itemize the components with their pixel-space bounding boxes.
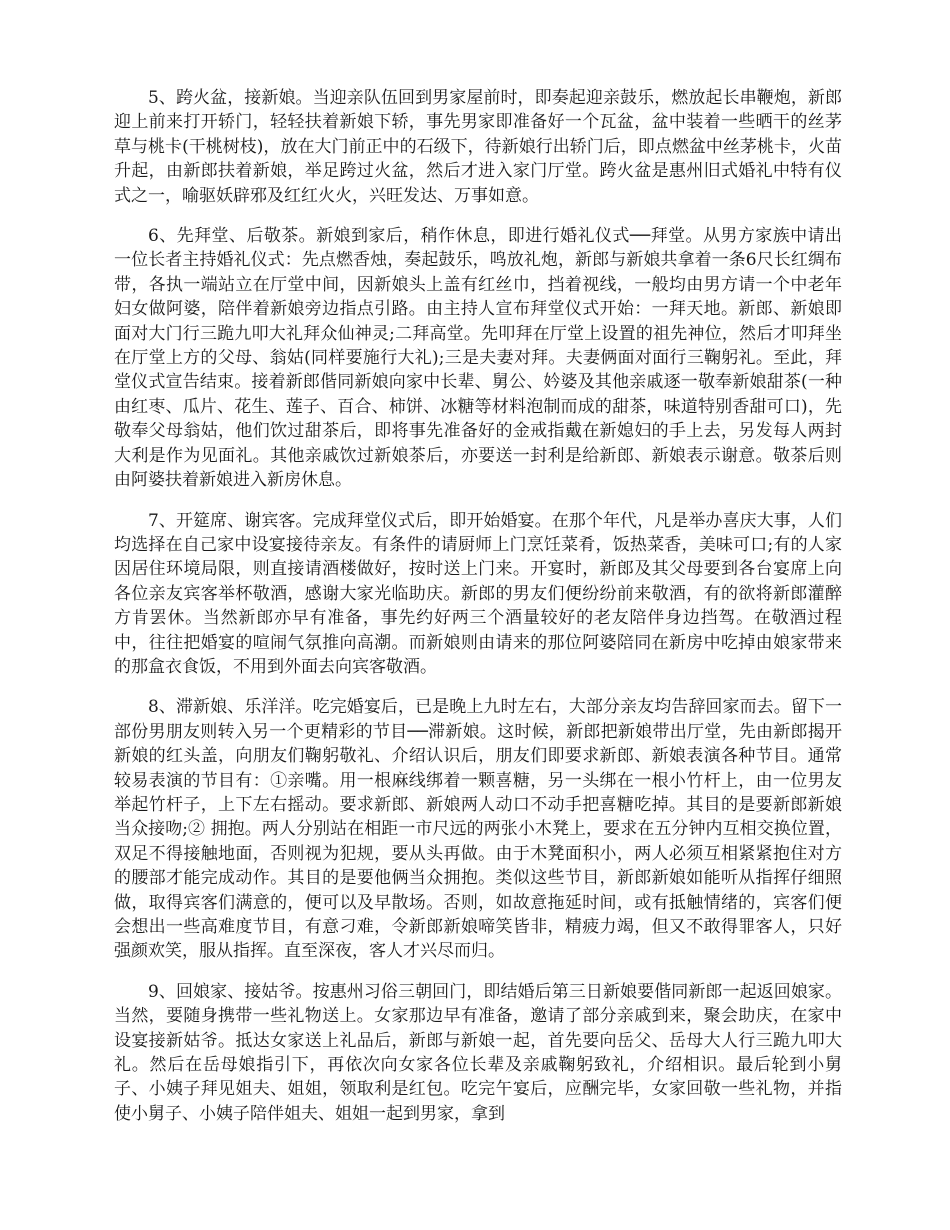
paragraph-6-worship-and-tea: 6、先拜堂、后敬茶。新娘到家后，稍作休息，即进行婚礼仪式──拜堂。从男方家族中请出一位长者主持婚礼仪式：先点燃香烛，奏起鼓乐，鸣放礼炮，新郎与新娘共拿着一条6尺长红绸布带，各执一端站立在厅堂中间，因新娘头上盖有红丝巾，挡着视线，一般均由男方请一个中老年妇女做阿婆，陪伴着新娘旁边指点引路。由主持人宣布拜堂仪式开始：一拜天地。新郎、新娘即面对大门行三跪九叩大礼拜众仙神灵;二拜高堂。先叩拜在厅堂上设置的祖先神位，然后才叩拜坐在厅堂上方的父母、翁姑(同样要施行大礼);三是夫妻对拜。夫妻俩面对面行三鞠躬礼。至此，拜堂仪式宣告结束。接着新郎偕同新娘向家中长辈、舅公、妗婆及其他亲戚逐一敬奉新娘甜茶(一种由红枣、瓜片、花生、莲子、百合、柿饼、冰糖等材料泡制而成的甜茶，味道特别香甜可口)，先敬奉父母翁姑，他们饮过甜茶后，即将事先准备好的金戒指戴在新媳妇的手上去，另发每人两封大利是作为见面礼。其他亲戚饮过新娘茶后，亦要送一封利是给新郎、新娘表示谢意。敬茶后则由阿婆扶着新娘进入新房休息。 (114, 226, 842, 491)
document-body (114, 86, 842, 1142)
paragraph-7-banquet: 7、开筵席、谢宾客。完成拜堂仪式后，即开始婚宴。在那个年代，凡是举办喜庆大事，人们均选择在自己家中设宴接待亲友。有条件的请厨师上门烹饪菜肴，饭热菜香，美味可口;有的人家因居住环境局限，则直接请酒楼做好，按时送上门来。开宴时，新郎及其父母要到各台宴席上向各位亲友宾客举杯敬酒，感谢大家光临助庆。新郎的男友们便纷纷前来敬酒，有的欲将新郎灌醉方肯罢休。当然新郎亦早有准备，事先约好两三个酒量较好的老友陪伴身边挡驾。在敬酒过程中，往往把婚宴的喧闹气氛推向高潮。而新娘则由请来的那位阿婆陪同在新房中吃掉由娘家带来的那盒衣食饭，不用到外面去向宾客敬酒。 (114, 510, 842, 677)
paragraph-9-return-home: 9、回娘家、接姑爷。按惠州习俗三朝回门，即结婚后第三日新娘要偕同新郎一起返回娘家。当然，要随身携带一些礼物送上。女家那边早有准备，邀请了部分亲戚到来，聚会助庆，在家中设宴接新姑爷。抵达女家送上礼品后，新郎与新娘一起，首先要向岳父、岳母大人行三跪九叩大礼。然后在岳母娘指引下，再依次向女家各位长辈及亲戚鞠躬致礼，介绍相识。最后轮到小舅子、小姨子拜见姐夫、姐姐，领取利是红包。吃完午宴后，应酬完毕，女家回敬一些礼物，并指使小舅子、小姨子陪伴姐夫、姐姐一起到男家，拿到 (114, 981, 842, 1124)
paragraph-8-tease-bride: 8、滞新娘、乐洋洋。吃完婚宴后，已是晚上九时左右，大部分亲友均告辞回家而去。留下一部份男朋友则转入另一个更精彩的节目──滞新娘。这时候，新郎把新娘带出厅堂，先由新郎揭开新娘的红头盖，向朋友们鞠躬敬礼、介绍认识后，朋友们即要求新郎、新娘表演各种节目。通常较易表演的节目有：①亲嘴。用一根麻线绑着一颗喜糖，另一头绑在一根小竹杆上，由一位男友举起竹杆子，上下左右摇动。要求新郎、新娘两人动口不动手把喜糖吃掉。其目的是要新郎新娘当众接吻;② 拥抱。两人分别站在相距一市尺远的两张小木凳上，要求在五分钟内互相交换位置，双足不得接触地面，否则视为犯规，要从头再做。由于木凳面积小，两人必须互相紧紧抱住对方的腰部才能完成动作。其目的是要他俩当众拥抱。类似这些节目，新郎新娘如能听从指挥仔细照做，取得宾客们满意的，便可以及早散场。否则，如故意拖延时间，或有抵触情绪的，宾客们便会想出一些高难度节目，有意刁难，令新郎新娘啼笑皆非，精疲力竭，但又不敢得罪客人，只好强颜欢笑，服从指挥。直至深夜，客人才兴尽而归。 (114, 697, 842, 962)
paragraph-5-cross-fire-basin: 5、跨火盆，接新娘。当迎亲队伍回到男家屋前时，即奏起迎亲鼓乐，燃放起长串鞭炮，新郎迎上前来打开轿门，轻轻扶着新娘下轿，事先男家即准备好一个瓦盆，盆中装着一些晒干的丝茅草与桃卡(干桃树枝)，放在大门前正中的石级下，待新娘行出轿门后，即点燃盆中丝茅桃卡，火苗升起，由新郎扶着新娘，举足跨过火盆，然后才进入家门厅堂。跨火盆是惠州旧式婚礼中特有仪式之一，喻驱妖辟邪及红红火火，兴旺发达、万事如意。 (114, 88, 842, 206)
